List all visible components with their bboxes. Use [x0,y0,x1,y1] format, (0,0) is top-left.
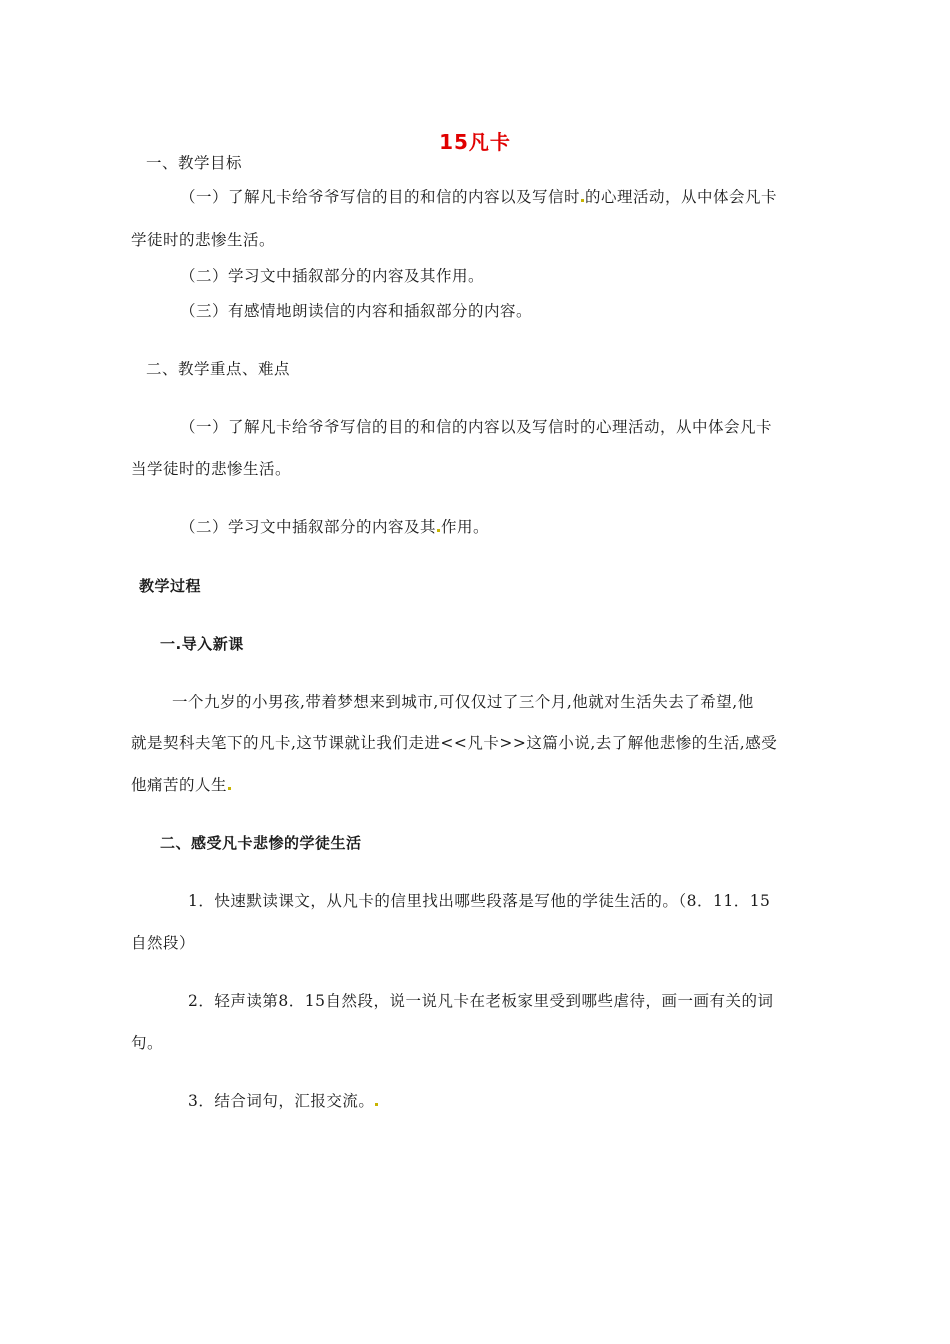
intro-paragraph-line-1: 一个九岁的小男孩,带着梦想来到城市,可仅仅过了三个月,他就对生活失去了希望,他 [172,693,754,711]
section-heading-objectives: 一、教学目标 [146,154,243,172]
highlight-mark [375,1103,378,1106]
objective-3: （三）有感情地朗读信的内容和插叙部分的内容。 [180,302,533,320]
highlight-mark [228,787,231,790]
objective-1-text-b: 的心理活动，从中体会凡卡 [585,188,778,206]
step-2-line-2: 句。 [131,1034,164,1052]
intro-paragraph-line-3 [131,775,232,795]
step-2-line-1: 2．轻声读第8．15自然段，说一说凡卡在老板家里受到哪些虐待，画一画有关的词 [188,992,774,1010]
objective-1-line-1 [180,187,777,207]
process-heading: 教学过程 [139,577,202,595]
intro-paragraph-text: 他痛苦的人生 [131,776,228,794]
step-3 [188,1091,379,1111]
document-title: 15凡卡 [439,130,511,154]
key-point-2-text-b: 作用。 [441,518,490,536]
step-1-line-2: 自然段） [131,934,196,952]
key-point-1-line-2: 当学徒时的悲惨生活。 [131,460,292,478]
step-1-line-1: 1．快速默读课文，从凡卡的信里找出哪些段落是写他的学徒生活的。（8．11．15 [188,892,771,910]
objective-1-line-2: 学徒时的悲惨生活。 [131,231,276,249]
part-2-heading: 二、感受凡卡悲惨的学徒生活 [160,834,362,852]
step-3-text: 3．结合词句，汇报交流。 [188,1092,375,1110]
highlight-mark [581,199,584,202]
objective-1-text-a: （一）了解凡卡给爷爷写信的目的和信的内容以及写信时 [180,188,581,206]
objective-2: （二）学习文中插叙部分的内容及其作用。 [180,267,485,285]
part-1-heading: 一.导入新课 [160,635,244,653]
highlight-mark [437,529,440,532]
intro-paragraph-line-2: 就是契科夫笔下的凡卡,这节课就让我们走进<<凡卡>>这篇小说,去了解他悲惨的生活,感受 [131,734,778,752]
key-point-2-text-a: （二）学习文中插叙部分的内容及其 [180,518,437,536]
key-point-2 [180,517,489,537]
section-heading-key-points: 二、教学重点、难点 [146,360,291,378]
key-point-1-line-1: （一）了解凡卡给爷爷写信的目的和信的内容以及写信时的心理活动，从中体会凡卡 [180,418,773,436]
